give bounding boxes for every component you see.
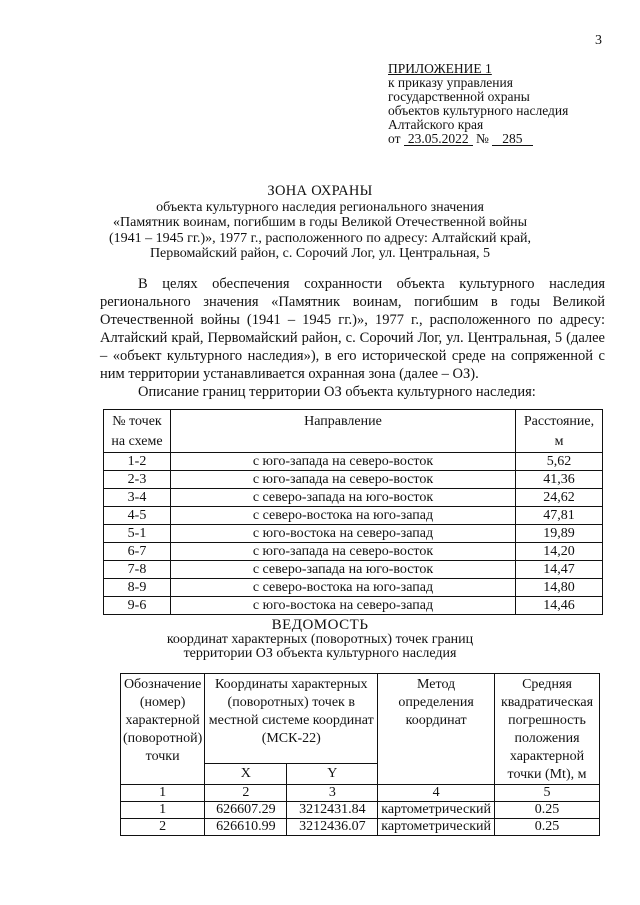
segment-points: 9-6 [104,597,171,615]
segment-distance: 47,81 [516,507,603,525]
column-index: 4 [378,785,495,802]
table-row [104,525,603,543]
segment-points: 8-9 [104,579,171,597]
table-row [104,453,603,471]
header-point-numbers: № точек на схеме [104,410,171,453]
method: картометрический [378,802,495,819]
table-row [104,489,603,507]
column-index: 3 [287,785,378,802]
table-row [104,543,603,561]
coord-x: 626607.29 [205,802,287,819]
column-index-row [121,785,600,802]
vedomost-line: координат характерных (поворотных) точек границ [166,631,474,647]
appendix-title: ПРИЛОЖЕНИЕ 1 [388,61,492,76]
column-index: 2 [205,785,287,802]
segment-distance: 14,47 [516,561,603,579]
segment-points: 6-7 [104,543,171,561]
appendix-line: к приказу управления [388,75,513,90]
error: 0.25 [495,819,600,836]
segment-points: 3-4 [104,489,171,507]
table-header-row [104,410,603,453]
coord-y: 3212436.07 [287,819,378,836]
column-index: 1 [121,785,205,802]
table-row [104,579,603,597]
point-number: 1 [121,802,205,819]
segment-direction: с юго-запада на северо-восток [171,543,516,561]
document-title: ЗОНА ОХРАНЫ [267,183,373,199]
appendix-date-line [388,132,568,146]
table-row [104,471,603,489]
table-row [121,802,600,819]
segment-distance: 19,89 [516,525,603,543]
table-header-row [121,674,600,764]
error: 0.25 [495,802,600,819]
header-method: Метод определения координат [378,674,495,785]
title-line: (1941 – 1945 гг.)», 1977 г., расположенного по адресу: Алтайский край, [108,230,532,246]
segment-points: 4-5 [104,507,171,525]
segment-points: 2-3 [104,471,171,489]
table-caption: Описание границ территории ОЗ объекта культурного наследия: [138,384,536,400]
segment-distance: 24,62 [516,489,603,507]
title-line: «Памятник воинам, погибшим в годы Великой Отечественной войны [113,215,527,230]
boundary-table [103,409,603,615]
header-point: Обозначение (номер) характерной (поворотной) точки [121,674,205,785]
header-direction: Направление [171,410,516,453]
intro-paragraph: В целях обеспечения сохранности объекта культурного наследия регионального значения «Памятник воинам, погибшим в годы Великой Отечественной войны (1941 – 1945 гг.)», 1977 г., расположенного по адресу: Алтайский край, Первомайский район, с. Сорочий Лог, ул. Центральная, 5 (далее – «объект культурного наследия»), в его исторической среде на сопряженной с ним территории устанавливается охранная зона (далее – ОЗ). [100,276,605,382]
table-row [104,561,603,579]
title-line: Первомайский район, с. Сорочий Лог, ул. Центральная, 5 [149,246,491,261]
order-number: 285 [492,132,532,146]
header-y: Y [287,763,378,784]
header-coordinates: Координаты характерных (поворотных) точек в местной системе координат (МСК-22) [205,674,378,764]
coord-y: 3212431.84 [287,802,378,819]
page-number: 3 [595,33,602,48]
segment-distance: 14,46 [516,597,603,615]
column-index: 5 [495,785,600,802]
coord-x: 626610.99 [205,819,287,836]
appendix-line: государственной охраны [388,89,530,104]
vedomost-block [0,618,640,662]
segment-distance: 41,36 [516,471,603,489]
segment-distance: 5,62 [516,453,603,471]
segment-direction: с северо-запада на юго-восток [171,561,516,579]
segment-points: 5-1 [104,525,171,543]
appendix-line: Алтайского края [388,117,484,132]
segment-direction: с северо-востока на юго-запад [171,507,516,525]
table-row [121,819,600,836]
segment-direction: с юго-запада на северо-восток [171,453,516,471]
segment-distance: 14,20 [516,543,603,561]
table-row [104,597,603,615]
header-error: Средняя квадратическая погрешность положения характерной точки (Mt), м [495,674,600,785]
vedomost-title: ВЕДОМОСТЬ [271,617,369,633]
segment-direction: с юго-востока на северо-запад [171,525,516,543]
segment-direction: с северо-востока на юго-запад [171,579,516,597]
title-line: объекта культурного наследия регионального значения [156,199,484,215]
document-title-block [0,184,640,262]
coordinates-table [120,673,600,836]
segment-distance: 14,80 [516,579,603,597]
table-row [104,507,603,525]
segment-points: 1-2 [104,453,171,471]
header-x: X [205,763,287,784]
segment-direction: с юго-востока на северо-запад [171,597,516,615]
intro-text [100,275,605,401]
boundary-table-body [104,453,603,615]
point-number: 2 [121,819,205,836]
number-prefix: № [475,131,489,146]
order-date: 23.05.2022 [404,132,473,146]
segment-direction: с северо-запада на юго-восток [171,489,516,507]
appendix-line: объектов культурного наследия [388,103,569,118]
appendix-block [388,62,568,146]
segment-points: 7-8 [104,561,171,579]
vedomost-line: территории ОЗ объекта культурного наследия [183,646,457,661]
segment-direction: с юго-запада на северо-восток [171,471,516,489]
method: картометрический [378,819,495,836]
header-distance: Расстояние, м [516,410,603,453]
date-prefix: от [388,131,401,146]
